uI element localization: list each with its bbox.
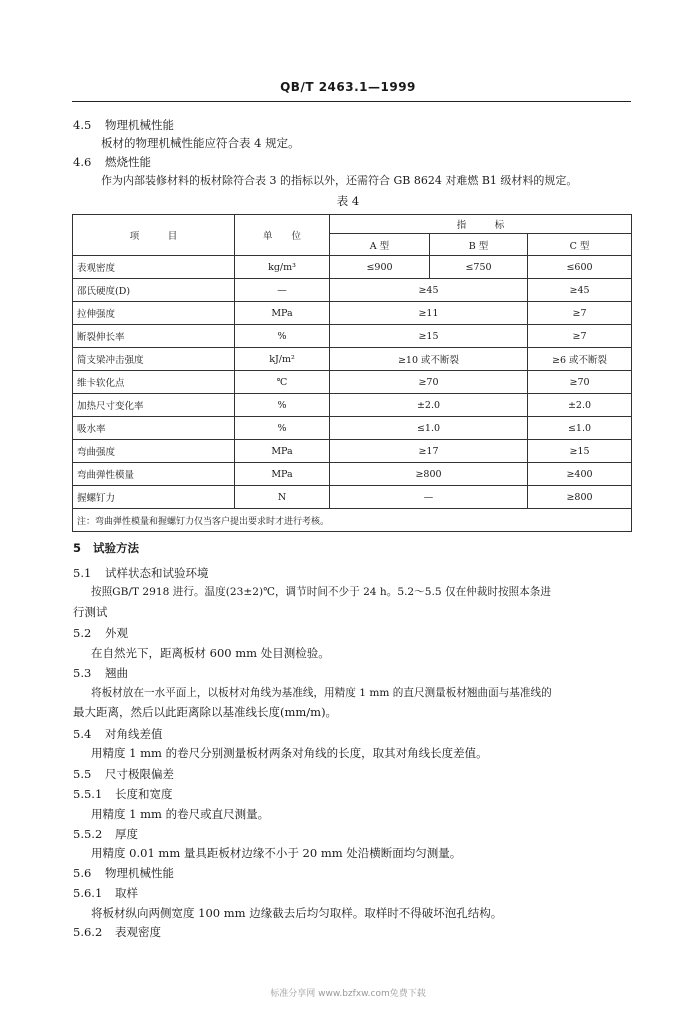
row-unit: — xyxy=(235,279,330,302)
row-value-c: ≥45 xyxy=(528,279,632,302)
header-unit: 单 位 xyxy=(235,215,330,256)
row-unit: MPa xyxy=(235,440,330,463)
section-5-6-title: 物理机械性能 xyxy=(105,866,174,880)
row-value-ab: ≥17 xyxy=(330,440,528,463)
section-5-5-2-body: 用精度 0.01 mm 量具距板材边缘不小于 20 mm 处沿横断面均匀测量。 xyxy=(91,846,462,860)
table-row xyxy=(73,486,632,509)
row-item: 握螺钉力 xyxy=(73,486,235,509)
row-unit: MPa xyxy=(235,463,330,486)
table-caption: 表 4 xyxy=(336,194,360,208)
section-5-3-title: 翘曲 xyxy=(105,666,128,680)
row-unit: kg/m³ xyxy=(235,256,330,279)
section-5-1-line1: 按照GB/T 2918 进行。温度(23±2)℃，调节时间不少于 24 h。5.2～5.5 仅在仲裁时按照本条进 xyxy=(91,586,551,598)
table-note: 注：弯曲弹性模量和握螺钉力仅当客户提出要求时才进行考核。 xyxy=(73,509,632,532)
section-5-5-number: 5.5 xyxy=(73,767,92,781)
row-unit: % xyxy=(235,325,330,348)
row-value-c: ≤1.0 xyxy=(528,417,632,440)
row-item: 吸水率 xyxy=(73,417,235,440)
standard-code-header: QB/T 2463.1—1999 xyxy=(280,80,416,94)
section-5-4-number: 5.4 xyxy=(73,727,92,741)
row-item: 简支梁冲击强度 xyxy=(73,348,235,371)
section-4-5-title: 物理机械性能 xyxy=(105,118,174,132)
row-value-c: ±2.0 xyxy=(528,394,632,417)
table-row xyxy=(73,325,632,348)
properties-table xyxy=(72,214,632,532)
header-rule xyxy=(72,101,631,102)
table-row xyxy=(73,440,632,463)
section-4-5-body: 板材的物理机械性能应符合表 4 规定。 xyxy=(101,136,300,150)
row-item: 拉伸强度 xyxy=(73,302,235,325)
row-value-ab: ≥45 xyxy=(330,279,528,302)
section-5-6-2-title: 表观密度 xyxy=(115,925,161,939)
row-item: 维卡软化点 xyxy=(73,371,235,394)
row-value-c: ≥6 或不断裂 xyxy=(528,348,632,371)
section-5-number: 5 xyxy=(73,541,82,555)
table-row xyxy=(73,279,632,302)
section-4-6-number: 4.6 xyxy=(73,155,92,169)
section-5-3-line2: 最大距离，然后以此距离除以基准线长度(mm/m)。 xyxy=(73,705,338,719)
row-value-ab: ≥11 xyxy=(330,302,528,325)
row-unit: MPa xyxy=(235,302,330,325)
section-5-2-number: 5.2 xyxy=(73,626,92,640)
section-5-3-line1: 将板材放在一水平面上，以板材对角线为基准线，用精度 1 mm 的直尺测量板材翘曲面与基准线的 xyxy=(91,687,552,699)
section-5-1-title: 试样状态和试验环境 xyxy=(105,566,209,580)
row-unit: N xyxy=(235,486,330,509)
section-5-5-1-number: 5.5.1 xyxy=(73,787,103,801)
row-item: 邵氏硬度(D) xyxy=(73,279,235,302)
row-unit: kJ/m² xyxy=(235,348,330,371)
row-value-c: ≤600 xyxy=(528,256,632,279)
row-unit: ℃ xyxy=(235,371,330,394)
header-type-b: B 型 xyxy=(430,234,528,256)
row-item: 弯曲强度 xyxy=(73,440,235,463)
row-item: 弯曲弹性模量 xyxy=(73,463,235,486)
row-value-c: ≥7 xyxy=(528,325,632,348)
section-5-6-2-number: 5.6.2 xyxy=(73,925,103,939)
section-5-6-number: 5.6 xyxy=(73,866,92,880)
section-5-5-2-number: 5.5.2 xyxy=(73,827,103,841)
table-row xyxy=(73,348,632,371)
section-5-1-number: 5.1 xyxy=(73,566,92,580)
section-5-5-1-title: 长度和宽度 xyxy=(115,787,173,801)
section-5-5-title: 尺寸极限偏差 xyxy=(105,767,174,781)
row-value-a: ≤900 xyxy=(330,256,430,279)
row-item: 表观密度 xyxy=(73,256,235,279)
section-5-6-1-body: 将板材纵向两侧宽度 100 mm 边缘截去后均匀取样。取样时不得破坏泡孔结构。 xyxy=(91,906,503,920)
row-value-c: ≥70 xyxy=(528,371,632,394)
section-5-title: 试验方法 xyxy=(93,541,139,555)
row-value-ab: ≤1.0 xyxy=(330,417,528,440)
header-index: 指 标 xyxy=(330,215,632,234)
row-item: 断裂伸长率 xyxy=(73,325,235,348)
table-row xyxy=(73,256,632,279)
section-5-5-2-title: 厚度 xyxy=(115,827,138,841)
section-4-6-body: 作为内部装修材料的板材除符合表 3 的指标以外，还需符合 GB 8624 对难燃 B1 级材料的规定。 xyxy=(101,174,578,187)
row-value-c: ≥7 xyxy=(528,302,632,325)
row-item: 加热尺寸变化率 xyxy=(73,394,235,417)
section-5-3-number: 5.3 xyxy=(73,666,92,680)
header-type-a: A 型 xyxy=(330,234,430,256)
section-5-2-body: 在自然光下，距离板材 600 mm 处目测检验。 xyxy=(91,646,330,660)
section-5-6-1-number: 5.6.1 xyxy=(73,886,103,900)
table-row xyxy=(73,302,632,325)
section-4-6-title: 燃烧性能 xyxy=(105,155,151,169)
row-value-ab: ≥800 xyxy=(330,463,528,486)
table-row xyxy=(73,417,632,440)
row-value-c: ≥400 xyxy=(528,463,632,486)
section-5-4-body: 用精度 1 mm 的卷尺分别测量板材两条对角线的长度，取其对角线长度差值。 xyxy=(91,746,488,760)
row-value-c: ≥800 xyxy=(528,486,632,509)
section-5-5-1-body: 用精度 1 mm 的卷尺或直尺测量。 xyxy=(91,807,270,821)
watermark-footer: 标准分享网 www.bzfxw.com免费下载 xyxy=(270,989,426,999)
header-item: 项 目 xyxy=(73,215,235,256)
section-5-6-1-title: 取样 xyxy=(115,886,138,900)
section-5-2-title: 外观 xyxy=(105,626,128,640)
section-4-5-number: 4.5 xyxy=(73,118,92,132)
row-value-ab: ≥15 xyxy=(330,325,528,348)
row-unit: % xyxy=(235,394,330,417)
row-unit: % xyxy=(235,417,330,440)
row-value-b: ≤750 xyxy=(430,256,528,279)
header-type-c: C 型 xyxy=(528,234,632,256)
table-row xyxy=(73,394,632,417)
row-value-ab: — xyxy=(330,486,528,509)
table-row xyxy=(73,371,632,394)
row-value-ab: ≥70 xyxy=(330,371,528,394)
section-5-1-line2: 行测试 xyxy=(73,605,108,619)
section-5-4-title: 对角线差值 xyxy=(105,727,163,741)
row-value-ab: ≥10 或不断裂 xyxy=(330,348,528,371)
row-value-c: ≥15 xyxy=(528,440,632,463)
table-row xyxy=(73,463,632,486)
row-value-ab: ±2.0 xyxy=(330,394,528,417)
